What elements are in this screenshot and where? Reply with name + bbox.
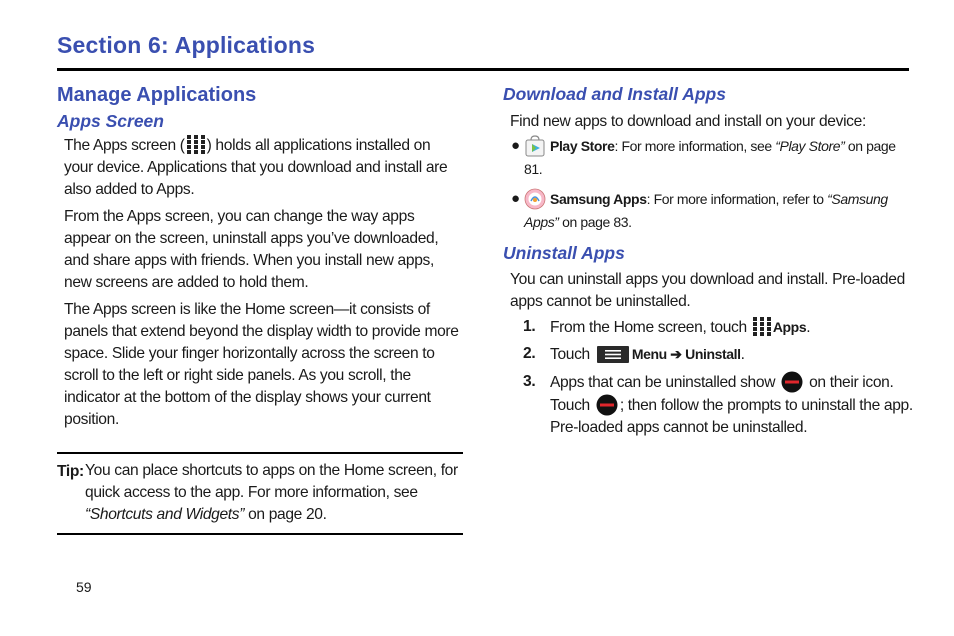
tip-text: You can place shortcuts to apps on the Home screen, for quick access to the app. For more information, see “Shortcuts and Widgets” on page 20.: [85, 462, 458, 523]
right-column: [503, 84, 913, 439]
apps-grid-icon: [752, 317, 772, 336]
bullet-dot: ●: [511, 137, 520, 154]
bullet-dot: ●: [511, 190, 520, 207]
tip-label: Tip:: [57, 463, 84, 480]
manage-applications-heading: Manage Applications: [57, 84, 257, 106]
play-store-label: Play Store: [550, 138, 615, 154]
download-intro: Find new apps to download and install on your device:: [510, 113, 866, 130]
remove-icon: [781, 371, 803, 393]
uninstall-step-2: 2. Touch Menu ➔ Uninstall.: [523, 345, 745, 363]
samsung-apps-label: Samsung Apps: [550, 191, 647, 207]
tip-box: [57, 452, 463, 535]
menu-icon: [597, 346, 629, 363]
samsung-apps-icon: [524, 188, 546, 210]
apps-grid-icon: [186, 135, 206, 154]
shortcuts-widgets-reference[interactable]: “Shortcuts and Widgets”: [85, 506, 245, 523]
apps-screen-heading: Apps Screen: [57, 111, 164, 131]
uninstall-step-1: 1. From the Home screen, touch Apps.: [523, 318, 811, 336]
apps-screen-paragraph-3: The Apps screen is like the Home screen—it consists of panels that extend beyond the display width to provide more space. Slide your finger horizontally across the screen to scroll to the left or right side panels. As you scroll, the indicator at the bottom of the display shows your current position.: [64, 301, 459, 428]
section-title: Section 6: Applications: [57, 32, 316, 58]
bullet-play-store: ● Play Store: For more information, see “Play Store” on page 81.: [511, 137, 896, 177]
play-store-reference[interactable]: “Play Store”: [775, 138, 845, 154]
apps-label: Apps: [772, 319, 807, 335]
play-store-icon: [524, 135, 546, 157]
samsung-apps-reference[interactable]: “Samsung Apps”: [524, 191, 888, 230]
uninstall-intro: You can uninstall apps you download and install. Pre-loaded apps cannot be uninstalled.: [510, 271, 905, 310]
apps-screen-paragraph-1: The Apps screen ( ) holds all applications installed on your device. Applications that you download and install are also added to Apps.: [64, 137, 448, 198]
remove-icon: [596, 394, 618, 416]
title-divider: [57, 68, 909, 71]
uninstall-apps-heading: Uninstall Apps: [503, 243, 625, 263]
uninstall-step-3: 3. Apps that can be uninstalled show on their icon. Touch ; then follow the prompts to uninstall the app. Pre-loaded apps cannot be uninstalled.: [523, 373, 913, 436]
menu-uninstall-label: Menu ➔ Uninstall: [631, 346, 741, 362]
page-number: 59: [76, 579, 92, 595]
apps-screen-paragraph-2: From the Apps screen, you can change the way apps appear on the screen, uninstall apps you’ve downloaded, and share apps with friends. When you install new apps, new screens are added to hold them.: [64, 208, 439, 291]
left-column: [57, 84, 463, 431]
download-install-heading: Download and Install Apps: [503, 84, 726, 104]
bullet-samsung-apps: ● Samsung Apps: For more information, refer to “Samsung Apps” on page 83.: [511, 190, 888, 230]
